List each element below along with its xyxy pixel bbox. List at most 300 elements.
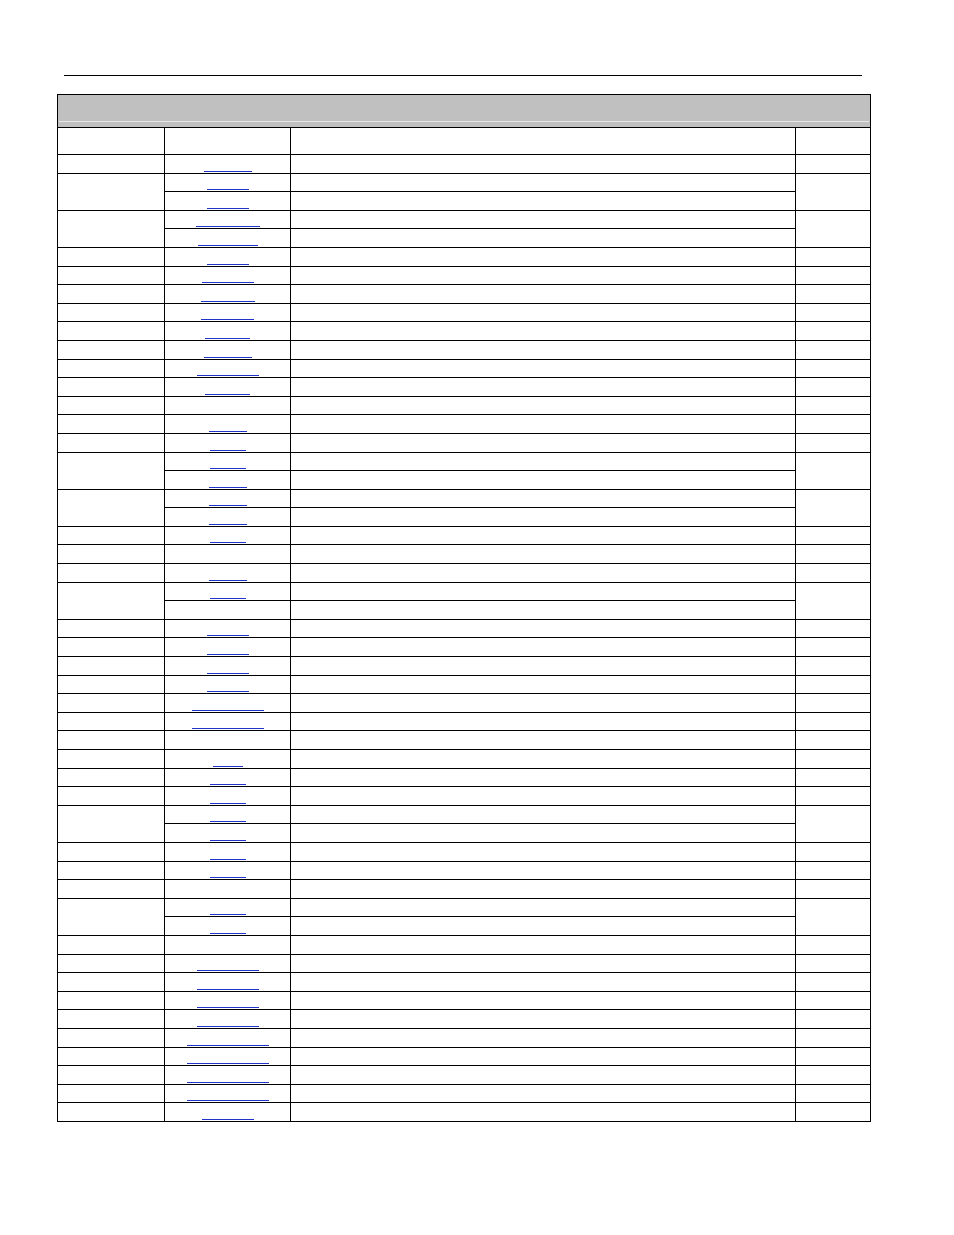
row-link-cell (165, 935, 291, 954)
table-row (58, 433, 871, 452)
row-link[interactable] (210, 933, 246, 934)
row-link-cell (165, 1066, 291, 1085)
row-group-cell (58, 452, 165, 489)
row-group-cell (58, 731, 165, 750)
row-link-cell (165, 954, 291, 973)
row-description-cell (291, 192, 796, 211)
row-link[interactable] (207, 673, 249, 674)
row-note-cell (796, 452, 871, 489)
table-row (58, 1028, 871, 1047)
row-note-cell (796, 638, 871, 657)
row-group-cell (58, 489, 165, 526)
row-link[interactable] (210, 840, 246, 841)
table-row (58, 155, 871, 174)
table-row (58, 192, 871, 211)
table-row (58, 657, 871, 676)
row-description-cell (291, 322, 796, 341)
row-group-cell (58, 1084, 165, 1103)
row-link-cell (165, 675, 291, 694)
table-row (58, 173, 871, 192)
table-row (58, 787, 871, 806)
table-row (58, 694, 871, 713)
row-link-cell (165, 452, 291, 471)
row-link[interactable] (197, 375, 259, 376)
row-link-cell (165, 545, 291, 564)
row-note-cell (796, 210, 871, 247)
row-link[interactable] (207, 654, 249, 655)
row-link-cell (165, 415, 291, 434)
row-link-cell (165, 731, 291, 750)
row-group-cell (58, 266, 165, 285)
row-group-cell (58, 322, 165, 341)
row-note-cell (796, 768, 871, 787)
row-description-cell (291, 452, 796, 471)
row-link[interactable] (209, 505, 247, 506)
table-row (58, 973, 871, 992)
row-link[interactable] (196, 226, 260, 227)
row-link[interactable] (207, 208, 249, 209)
row-description-cell (291, 489, 796, 508)
row-link[interactable] (210, 914, 246, 915)
row-description-cell (291, 433, 796, 452)
table-row (58, 619, 871, 638)
row-description-cell (291, 1028, 796, 1047)
row-link-cell (165, 619, 291, 638)
row-description-cell (291, 471, 796, 490)
table-row (58, 917, 871, 936)
table-row (58, 452, 871, 471)
row-note-cell (796, 842, 871, 861)
table-header-row (58, 128, 871, 155)
row-link[interactable] (192, 728, 264, 729)
row-group-cell (58, 378, 165, 397)
row-description-cell (291, 1084, 796, 1103)
row-description-cell (291, 638, 796, 657)
row-description-cell (291, 247, 796, 266)
row-note-cell (796, 396, 871, 415)
row-group-cell (58, 1103, 165, 1122)
row-description-cell (291, 415, 796, 434)
table-row (58, 861, 871, 880)
row-link[interactable] (209, 580, 247, 581)
row-note-cell (796, 694, 871, 713)
row-group-cell (58, 210, 165, 247)
table-title (58, 95, 871, 128)
row-note-cell (796, 155, 871, 174)
row-note-cell (796, 564, 871, 583)
row-group-cell (58, 880, 165, 899)
top-rule (64, 75, 862, 76)
row-description-cell (291, 824, 796, 843)
row-group-cell (58, 694, 165, 713)
row-group-cell (58, 173, 165, 210)
row-description-cell (291, 1047, 796, 1066)
row-note-cell (796, 173, 871, 210)
row-group-cell (58, 935, 165, 954)
row-link[interactable] (210, 450, 246, 451)
row-link[interactable] (187, 1045, 269, 1046)
row-link-cell (165, 322, 291, 341)
row-link-cell (165, 508, 291, 527)
row-description-cell (291, 991, 796, 1010)
row-note-cell (796, 359, 871, 378)
row-link-cell (165, 266, 291, 285)
row-description-cell (291, 545, 796, 564)
row-note-cell (796, 805, 871, 842)
table-row (58, 898, 871, 917)
row-link-cell (165, 471, 291, 490)
row-note-cell (796, 750, 871, 769)
table-row (58, 731, 871, 750)
row-link[interactable] (207, 691, 249, 692)
header-col-3 (291, 128, 796, 155)
table-row (58, 601, 871, 620)
row-link-cell (165, 861, 291, 880)
row-link-cell (165, 750, 291, 769)
row-note-cell (796, 712, 871, 731)
row-link-cell (165, 898, 291, 917)
table-row (58, 285, 871, 304)
table-row (58, 1084, 871, 1103)
row-description-cell (291, 750, 796, 769)
row-description-cell (291, 396, 796, 415)
row-link[interactable] (207, 264, 249, 265)
row-link[interactable] (197, 1007, 259, 1008)
row-link[interactable] (205, 338, 250, 339)
row-description-cell (291, 842, 796, 861)
row-group-cell (58, 787, 165, 806)
title-inner-rule (59, 121, 869, 122)
row-description-cell (291, 954, 796, 973)
row-description-cell (291, 564, 796, 583)
row-note-cell (796, 489, 871, 526)
row-link[interactable] (210, 877, 246, 878)
row-link-cell (165, 1010, 291, 1029)
table-row (58, 378, 871, 397)
row-link-cell (165, 1084, 291, 1103)
row-group-cell (58, 285, 165, 304)
row-description-cell (291, 173, 796, 192)
row-link-cell (165, 192, 291, 211)
row-link[interactable] (210, 468, 246, 469)
table-row (58, 954, 871, 973)
row-description-cell (291, 712, 796, 731)
table-row (58, 1103, 871, 1122)
row-group-cell (58, 675, 165, 694)
row-link[interactable] (207, 189, 249, 190)
row-link-cell (165, 210, 291, 229)
row-link-cell (165, 285, 291, 304)
row-description-cell (291, 378, 796, 397)
row-link[interactable] (213, 766, 243, 767)
row-note-cell (796, 1103, 871, 1122)
register-table-wrap (57, 94, 871, 1122)
row-link-cell (165, 396, 291, 415)
row-link-cell (165, 489, 291, 508)
row-description-cell (291, 1066, 796, 1085)
row-group-cell (58, 247, 165, 266)
table-row (58, 675, 871, 694)
row-link[interactable] (187, 1063, 269, 1064)
row-note-cell (796, 991, 871, 1010)
row-description-cell (291, 303, 796, 322)
header-col-2 (165, 128, 291, 155)
row-link-cell (165, 173, 291, 192)
table-row (58, 582, 871, 601)
row-group-cell (58, 768, 165, 787)
row-link-cell (165, 768, 291, 787)
row-note-cell (796, 1066, 871, 1085)
row-description-cell (291, 601, 796, 620)
row-group-cell (58, 340, 165, 359)
table-row (58, 489, 871, 508)
row-link[interactable] (209, 487, 247, 488)
row-note-cell (796, 898, 871, 935)
row-description-cell (291, 675, 796, 694)
row-link-cell (165, 880, 291, 899)
row-description-cell (291, 861, 796, 880)
row-description-cell (291, 917, 796, 936)
row-link[interactable] (201, 301, 255, 302)
row-group-cell (58, 582, 165, 619)
row-description-cell (291, 266, 796, 285)
row-description-cell (291, 210, 796, 229)
row-link-cell (165, 657, 291, 676)
row-note-cell (796, 973, 871, 992)
row-link-cell (165, 842, 291, 861)
row-link-cell (165, 638, 291, 657)
row-group-cell (58, 619, 165, 638)
table-row (58, 303, 871, 322)
row-link-cell (165, 991, 291, 1010)
header-col-1 (58, 128, 165, 155)
row-note-cell (796, 415, 871, 434)
row-link-cell (165, 601, 291, 620)
row-link-cell (165, 787, 291, 806)
row-link-cell (165, 378, 291, 397)
row-group-cell (58, 638, 165, 657)
table-row (58, 471, 871, 490)
row-link-cell (165, 917, 291, 936)
row-link-cell (165, 433, 291, 452)
row-link[interactable] (197, 970, 259, 971)
register-table (57, 94, 871, 1122)
table-row (58, 1010, 871, 1029)
row-group-cell (58, 1066, 165, 1085)
row-group-cell (58, 415, 165, 434)
row-link-cell (165, 582, 291, 601)
row-group-cell (58, 303, 165, 322)
row-link[interactable] (210, 821, 246, 822)
table-row (58, 322, 871, 341)
row-link[interactable] (205, 394, 250, 395)
row-link[interactable] (207, 635, 249, 636)
row-note-cell (796, 880, 871, 899)
row-group-cell (58, 805, 165, 842)
row-group-cell (58, 359, 165, 378)
row-description-cell (291, 657, 796, 676)
row-note-cell (796, 1010, 871, 1029)
table-row (58, 564, 871, 583)
table-row (58, 1047, 871, 1066)
row-link[interactable] (210, 859, 246, 860)
row-description-cell (291, 508, 796, 527)
row-description-cell (291, 805, 796, 824)
table-row (58, 824, 871, 843)
row-description-cell (291, 694, 796, 713)
row-group-cell (58, 396, 165, 415)
row-note-cell (796, 861, 871, 880)
table-row (58, 991, 871, 1010)
row-group-cell (58, 545, 165, 564)
row-group-cell (58, 526, 165, 545)
header-col-4 (796, 128, 871, 155)
row-group-cell (58, 712, 165, 731)
row-link[interactable] (198, 245, 258, 246)
row-note-cell (796, 303, 871, 322)
row-group-cell (58, 433, 165, 452)
row-description-cell (291, 1010, 796, 1029)
table-row (58, 805, 871, 824)
row-link-cell (165, 1028, 291, 1047)
row-description-cell (291, 229, 796, 248)
table-row (58, 396, 871, 415)
row-description-cell (291, 973, 796, 992)
row-link-cell (165, 526, 291, 545)
row-description-cell (291, 340, 796, 359)
row-link[interactable] (202, 282, 254, 283)
row-group-cell (58, 750, 165, 769)
row-group-cell (58, 954, 165, 973)
row-group-cell (58, 861, 165, 880)
table-row (58, 247, 871, 266)
row-note-cell (796, 322, 871, 341)
row-link-cell (165, 247, 291, 266)
row-note-cell (796, 378, 871, 397)
row-link[interactable] (210, 803, 246, 804)
row-link-cell (165, 973, 291, 992)
row-link[interactable] (187, 1082, 269, 1083)
table-row (58, 526, 871, 545)
row-group-cell (58, 564, 165, 583)
table-title-row (58, 95, 871, 128)
row-note-cell (796, 582, 871, 619)
table-row (58, 638, 871, 657)
table-row (58, 415, 871, 434)
row-description-cell (291, 359, 796, 378)
row-link[interactable] (209, 524, 247, 525)
row-link-cell (165, 564, 291, 583)
table-row (58, 229, 871, 248)
row-description-cell (291, 731, 796, 750)
row-link-cell (165, 229, 291, 248)
row-description-cell (291, 898, 796, 917)
table-row (58, 842, 871, 861)
row-link[interactable] (202, 1119, 254, 1120)
row-group-cell (58, 1028, 165, 1047)
table-row (58, 508, 871, 527)
row-link-cell (165, 359, 291, 378)
row-note-cell (796, 619, 871, 638)
row-description-cell (291, 1103, 796, 1122)
table-row (58, 1066, 871, 1085)
row-group-cell (58, 1047, 165, 1066)
row-description-cell (291, 619, 796, 638)
row-group-cell (58, 973, 165, 992)
row-note-cell (796, 340, 871, 359)
table-row (58, 935, 871, 954)
row-description-cell (291, 768, 796, 787)
row-link-cell (165, 1103, 291, 1122)
row-link[interactable] (210, 542, 246, 543)
table-row (58, 266, 871, 285)
row-link[interactable] (192, 710, 264, 711)
row-link-cell (165, 155, 291, 174)
row-link[interactable] (187, 1100, 269, 1101)
row-note-cell (796, 675, 871, 694)
row-note-cell (796, 266, 871, 285)
row-group-cell (58, 155, 165, 174)
row-group-cell (58, 842, 165, 861)
row-link[interactable] (197, 1026, 259, 1027)
row-note-cell (796, 787, 871, 806)
row-note-cell (796, 935, 871, 954)
row-note-cell (796, 285, 871, 304)
row-group-cell (58, 898, 165, 935)
row-link-cell (165, 694, 291, 713)
row-note-cell (796, 545, 871, 564)
row-link[interactable] (201, 319, 254, 320)
row-description-cell (291, 787, 796, 806)
row-link-cell (165, 824, 291, 843)
row-note-cell (796, 526, 871, 545)
row-description-cell (291, 935, 796, 954)
row-description-cell (291, 880, 796, 899)
row-link[interactable] (204, 171, 252, 172)
row-link[interactable] (209, 431, 247, 432)
row-group-cell (58, 1010, 165, 1029)
row-link-cell (165, 805, 291, 824)
row-group-cell (58, 657, 165, 676)
table-row (58, 768, 871, 787)
row-note-cell (796, 1028, 871, 1047)
row-group-cell (58, 991, 165, 1010)
row-link[interactable] (210, 784, 246, 785)
row-note-cell (796, 1084, 871, 1103)
table-row (58, 880, 871, 899)
row-description-cell (291, 155, 796, 174)
table-row (58, 545, 871, 564)
row-note-cell (796, 731, 871, 750)
row-note-cell (796, 954, 871, 973)
row-link[interactable] (204, 357, 252, 358)
table-row (58, 359, 871, 378)
row-link-cell (165, 340, 291, 359)
row-description-cell (291, 285, 796, 304)
table-row (58, 340, 871, 359)
row-note-cell (796, 657, 871, 676)
row-note-cell (796, 1047, 871, 1066)
table-row (58, 750, 871, 769)
row-description-cell (291, 526, 796, 545)
row-link[interactable] (210, 598, 246, 599)
table-row (58, 210, 871, 229)
table-row (58, 712, 871, 731)
row-link-cell (165, 712, 291, 731)
row-description-cell (291, 582, 796, 601)
row-link[interactable] (197, 989, 259, 990)
row-note-cell (796, 433, 871, 452)
